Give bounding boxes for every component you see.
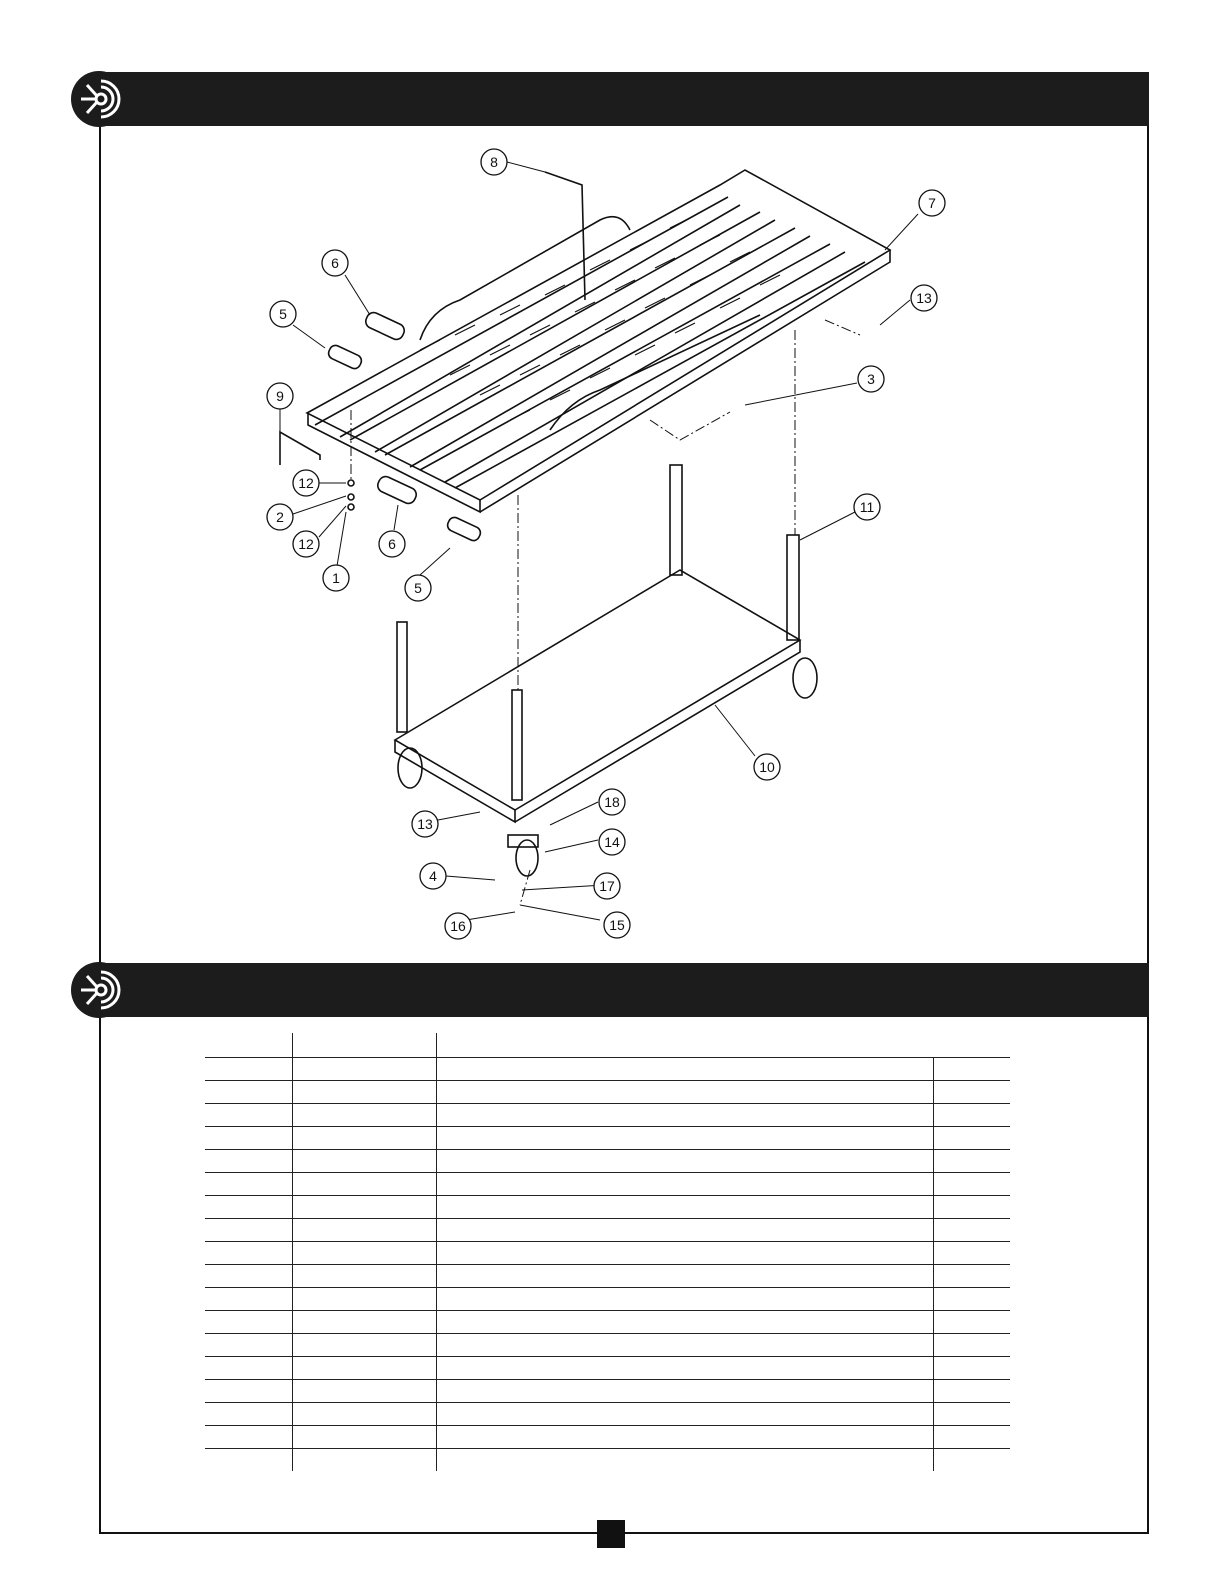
cart-deck bbox=[395, 570, 800, 810]
table-cell bbox=[292, 1425, 436, 1448]
table-cell bbox=[292, 1379, 436, 1402]
table-cell bbox=[436, 1172, 933, 1195]
svg-text:7: 7 bbox=[928, 195, 936, 211]
table-cell bbox=[205, 1172, 292, 1195]
table-cell bbox=[933, 1379, 1010, 1402]
table-cell bbox=[933, 1172, 1010, 1195]
table-cell bbox=[205, 1149, 292, 1172]
table-cell bbox=[292, 1310, 436, 1333]
table-cell bbox=[436, 1448, 933, 1471]
col-header-item bbox=[205, 1033, 292, 1057]
callout-layer bbox=[267, 149, 945, 939]
table-row bbox=[205, 1103, 1010, 1126]
table-cell bbox=[436, 1402, 933, 1425]
table-row bbox=[205, 1195, 1010, 1218]
section-header-diagram bbox=[99, 72, 1149, 126]
table-row bbox=[205, 1333, 1010, 1356]
callout-4 bbox=[420, 863, 446, 889]
table-cell bbox=[292, 1264, 436, 1287]
table-cell bbox=[436, 1241, 933, 1264]
table-cell bbox=[436, 1287, 933, 1310]
callout-2 bbox=[267, 504, 293, 530]
svg-text:15: 15 bbox=[609, 917, 625, 933]
svg-text:14: 14 bbox=[604, 834, 620, 850]
table-cell bbox=[292, 1333, 436, 1356]
table-row bbox=[205, 1218, 1010, 1241]
table-cell bbox=[292, 1103, 436, 1126]
table-cell bbox=[933, 1287, 1010, 1310]
callout-13 bbox=[911, 285, 937, 311]
svg-text:13: 13 bbox=[916, 290, 932, 306]
callout-12 bbox=[293, 470, 319, 496]
table-cell bbox=[933, 1264, 1010, 1287]
svg-text:5: 5 bbox=[414, 580, 422, 596]
table-cell bbox=[292, 1287, 436, 1310]
callout-18 bbox=[599, 789, 625, 815]
col-header-qty bbox=[933, 1033, 1010, 1057]
table-cell bbox=[205, 1126, 292, 1149]
table-cell bbox=[933, 1218, 1010, 1241]
callout-14 bbox=[599, 829, 625, 855]
table-cell bbox=[436, 1218, 933, 1241]
callout-5 bbox=[270, 301, 296, 327]
table-cell bbox=[205, 1310, 292, 1333]
col-header-description bbox=[436, 1033, 933, 1057]
table-cell bbox=[933, 1126, 1010, 1149]
table-cell bbox=[436, 1103, 933, 1126]
table-cell bbox=[292, 1402, 436, 1425]
table-cell bbox=[292, 1149, 436, 1172]
exploded-view-diagram bbox=[240, 140, 960, 940]
table-cell bbox=[436, 1057, 933, 1080]
table-cell bbox=[933, 1356, 1010, 1379]
svg-text:1: 1 bbox=[332, 570, 340, 586]
table-cell bbox=[205, 1195, 292, 1218]
callout-13b bbox=[412, 811, 438, 837]
callout-12b bbox=[293, 531, 319, 557]
table-cell bbox=[292, 1241, 436, 1264]
table-row bbox=[205, 1172, 1010, 1195]
svg-text:11: 11 bbox=[859, 499, 875, 515]
table-cell bbox=[436, 1080, 933, 1103]
callout-16 bbox=[445, 913, 471, 939]
table-row bbox=[205, 1287, 1010, 1310]
table-row bbox=[205, 1080, 1010, 1103]
table-cell bbox=[205, 1379, 292, 1402]
table-header-row bbox=[205, 1033, 1010, 1057]
table-row bbox=[205, 1356, 1010, 1379]
table-cell bbox=[205, 1356, 292, 1379]
callout-7 bbox=[919, 190, 945, 216]
callout-11 bbox=[854, 494, 880, 520]
table-cell bbox=[933, 1425, 1010, 1448]
table-cell bbox=[205, 1057, 292, 1080]
table-row bbox=[205, 1241, 1010, 1264]
table-cell bbox=[436, 1379, 933, 1402]
svg-text:17: 17 bbox=[599, 878, 615, 894]
table-cell bbox=[205, 1264, 292, 1287]
svg-text:4: 4 bbox=[429, 868, 437, 884]
svg-text:12: 12 bbox=[298, 475, 314, 491]
table-cell bbox=[205, 1080, 292, 1103]
table-cell bbox=[292, 1448, 436, 1471]
table-cell bbox=[933, 1195, 1010, 1218]
svg-text:10: 10 bbox=[759, 759, 775, 775]
svg-text:5: 5 bbox=[279, 306, 287, 322]
table-cell bbox=[436, 1333, 933, 1356]
target-icon bbox=[71, 962, 127, 1018]
table-row bbox=[205, 1057, 1010, 1080]
table-cell bbox=[205, 1402, 292, 1425]
table-row bbox=[205, 1126, 1010, 1149]
table-row bbox=[205, 1264, 1010, 1287]
table-cell bbox=[292, 1057, 436, 1080]
table-cell bbox=[933, 1103, 1010, 1126]
table-row bbox=[205, 1379, 1010, 1402]
table-row bbox=[205, 1402, 1010, 1425]
table-cell bbox=[933, 1057, 1010, 1080]
svg-text:2: 2 bbox=[276, 509, 284, 525]
table-cell bbox=[292, 1080, 436, 1103]
svg-text:13: 13 bbox=[417, 816, 433, 832]
table-cell bbox=[933, 1310, 1010, 1333]
table-cell bbox=[436, 1310, 933, 1333]
callout-3 bbox=[858, 366, 884, 392]
callout-1 bbox=[323, 565, 349, 591]
callout-8 bbox=[481, 149, 507, 175]
table-row bbox=[205, 1310, 1010, 1333]
section-header-parts-list bbox=[99, 963, 1149, 1017]
table-row bbox=[205, 1448, 1010, 1471]
col-header-part-no bbox=[292, 1033, 436, 1057]
svg-text:18: 18 bbox=[604, 794, 620, 810]
table-row bbox=[205, 1149, 1010, 1172]
table-cell bbox=[205, 1425, 292, 1448]
table-cell bbox=[933, 1241, 1010, 1264]
callout-5b bbox=[405, 575, 431, 601]
svg-text:16: 16 bbox=[450, 918, 466, 934]
table-cell bbox=[933, 1333, 1010, 1356]
target-icon bbox=[71, 71, 127, 127]
svg-text:12: 12 bbox=[298, 536, 314, 552]
table-cell bbox=[436, 1425, 933, 1448]
callout-6 bbox=[322, 250, 348, 276]
page-number bbox=[597, 1520, 625, 1548]
table-cell bbox=[205, 1333, 292, 1356]
callout-9 bbox=[267, 383, 293, 409]
callout-17 bbox=[594, 873, 620, 899]
table-cell bbox=[292, 1356, 436, 1379]
table-cell bbox=[292, 1126, 436, 1149]
callout-10 bbox=[754, 754, 780, 780]
parts-list-table bbox=[205, 1033, 1010, 1471]
table-cell bbox=[205, 1287, 292, 1310]
table-cell bbox=[933, 1080, 1010, 1103]
svg-text:8: 8 bbox=[490, 154, 498, 170]
svg-text:6: 6 bbox=[388, 536, 396, 552]
table-cell bbox=[292, 1195, 436, 1218]
table-cell bbox=[205, 1241, 292, 1264]
table-cell bbox=[205, 1448, 292, 1471]
svg-text:9: 9 bbox=[276, 388, 284, 404]
table-cell bbox=[205, 1218, 292, 1241]
table-cell bbox=[292, 1218, 436, 1241]
table-cell bbox=[292, 1172, 436, 1195]
table-cell bbox=[436, 1356, 933, 1379]
table-cell bbox=[436, 1149, 933, 1172]
table-cell bbox=[436, 1126, 933, 1149]
table-cell bbox=[933, 1149, 1010, 1172]
table-row bbox=[205, 1425, 1010, 1448]
table-cell bbox=[933, 1448, 1010, 1471]
callout-6b bbox=[379, 531, 405, 557]
svg-text:6: 6 bbox=[331, 255, 339, 271]
callout-15 bbox=[604, 912, 630, 938]
table-cell bbox=[436, 1195, 933, 1218]
table-cell bbox=[436, 1264, 933, 1287]
table-cell bbox=[205, 1103, 292, 1126]
svg-text:3: 3 bbox=[867, 371, 875, 387]
table-cell bbox=[933, 1402, 1010, 1425]
